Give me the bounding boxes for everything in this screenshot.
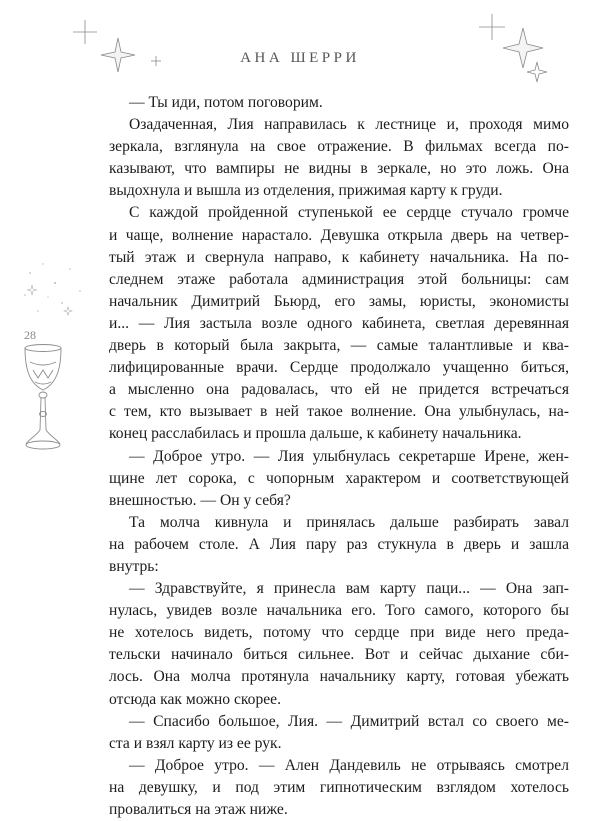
text-line: тельски начинало биться сильнее. Вот и сейчас дыхание сби- bbox=[109, 646, 569, 664]
text-line: внутрь: bbox=[109, 557, 159, 575]
sparkle-star-icon bbox=[73, 20, 97, 44]
text-line: — Доброе утро. — Ален Дандевиль не отрываясь смотрел bbox=[129, 756, 569, 774]
text-line: начальник Димитрий Бьюрд, его замы, юристы, экономисты bbox=[109, 292, 569, 310]
text-line: Та молча кивнула и принялась дальше разбирать завал bbox=[129, 513, 569, 531]
text-line: тый этаж и свернула направо, к кабинету начальника. На по- bbox=[109, 248, 569, 266]
text-line: на девушку, и под этим гипнотическим взглядом хотелось bbox=[109, 778, 569, 796]
text-line: отсюда как можно скорее. bbox=[109, 690, 281, 708]
text-line: не хотелось видеть, потому что сердце при виде него преда- bbox=[109, 624, 569, 642]
goblet-icon bbox=[18, 340, 68, 460]
text-line: и чаще, волнение нарастало. Девушка открыла дверь на четвер- bbox=[109, 226, 569, 244]
text-line: ста и взял карту из ее рук. bbox=[109, 734, 282, 752]
text-line: — Доброе утро. — Лия улыбнулась секретарше Ирене, жен- bbox=[129, 447, 569, 465]
sparkles-decoration bbox=[10, 255, 100, 335]
text-line: зеркала, взглянула на свое отражение. В фильмах всегда по- bbox=[109, 138, 569, 156]
body-text bbox=[109, 92, 569, 821]
text-line: следнем этаже работала администрация этой больницы: сам bbox=[109, 270, 569, 288]
text-line: — Ты иди, потом поговорим. bbox=[129, 94, 323, 111]
text-line: а мысленно она радовалась, что ей не придется встречаться bbox=[109, 381, 569, 399]
text-line: щине лет сорока, с чопорным характером и соответствующей bbox=[109, 469, 569, 487]
text-line: внешностью. — Он у себя? bbox=[109, 491, 291, 509]
page-number: 28 bbox=[24, 328, 36, 342]
text-line: лось. Она молча протянула начальнику карту, готовая убежать bbox=[109, 668, 569, 686]
text-line: провалиться на этаж ниже. bbox=[109, 801, 288, 818]
text-line: выдохнула и вышла из отделения, прижимая карту к груди. bbox=[109, 182, 503, 200]
running-header-author: АНА ШЕРРИ bbox=[240, 50, 360, 66]
text-line: с тем, кто вызывает в ней такое волнение. Она улыбнулась, на- bbox=[109, 403, 569, 421]
text-line: нулась, увидев возле начальника его. Того самого, которого бы bbox=[109, 602, 569, 620]
text-line: Озадаченная, Лия направилась к лестнице и, проходя мимо bbox=[129, 116, 569, 134]
text-line: на рабочем столе. А Лия пару раз стукнула в дверь и зашла bbox=[109, 535, 569, 553]
text-line: казывают, что вампиры не видны в зеркале, но это ложь. Она bbox=[109, 160, 569, 178]
text-line: дверь в который была закрыта, — самые талантливые и ква- bbox=[109, 337, 569, 355]
text-line: и... — Лия застыла возле одного кабинета, светлая деревянная bbox=[109, 314, 569, 332]
sparkle-star-icon bbox=[479, 14, 505, 40]
text-line: — Спасибо большое, Лия. — Димитрий встал со своего ме- bbox=[129, 712, 569, 730]
text-line: — Здравствуйте, я принесла вам карту паци... — Она зап- bbox=[129, 580, 569, 598]
text-line: С каждой пройденной ступенькой ее сердце стучало громче bbox=[129, 204, 569, 222]
text-line: конец расслабилась и прошла дальше, к кабинету начальника. bbox=[109, 425, 522, 443]
text-line: лифицированные врачи. Сердце продолжало учащенно биться, bbox=[109, 359, 569, 377]
